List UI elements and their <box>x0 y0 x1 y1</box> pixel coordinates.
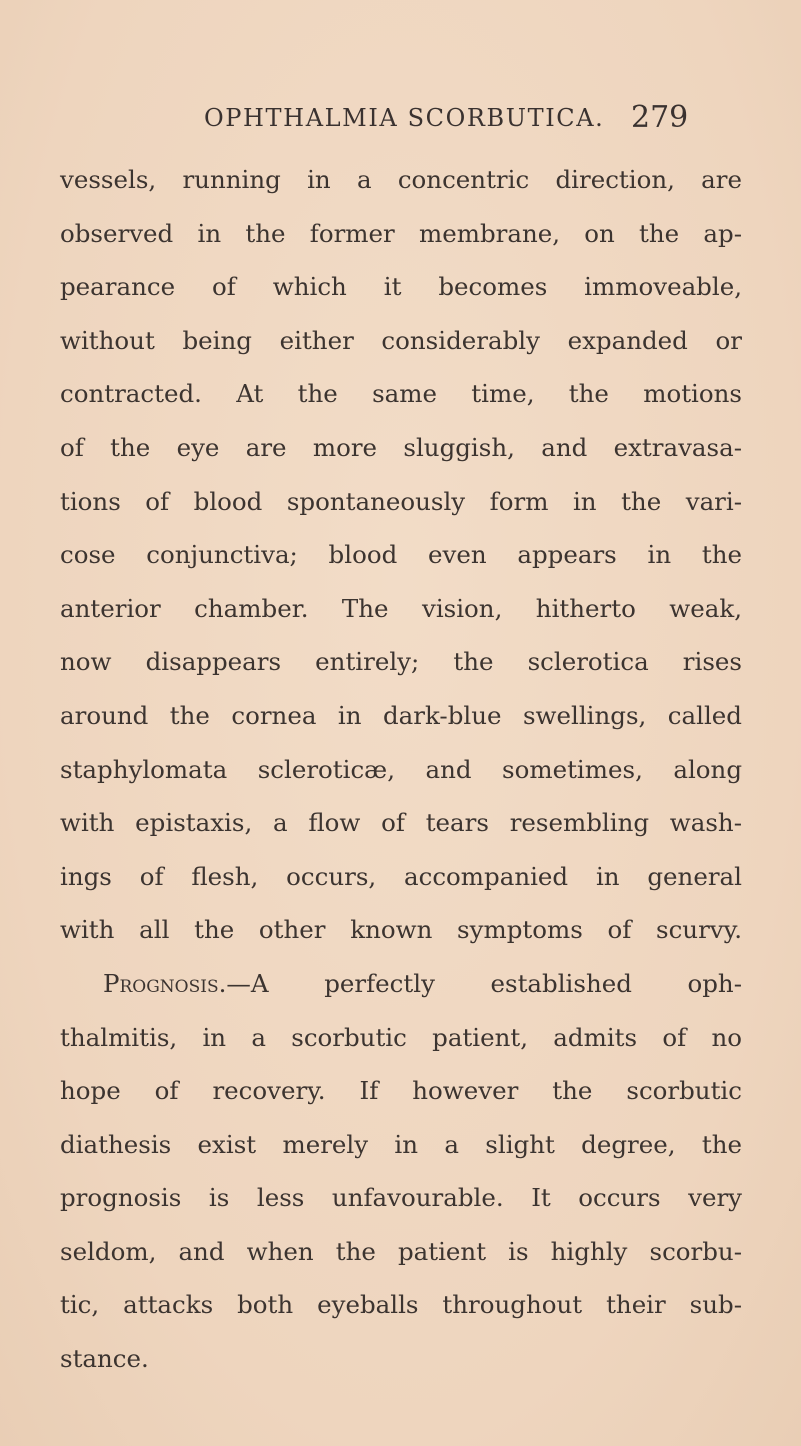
running-title: OPHTHALMIA SCORBUTICA. <box>204 104 605 132</box>
text-line: cose conjunctiva; blood even appears in the <box>60 540 742 570</box>
text-line: stance. <box>60 1344 149 1374</box>
text-line: —A perfectly established oph- <box>226 968 742 998</box>
text-line: contracted. At the same time, the motions <box>60 379 742 409</box>
text-line: anterior chamber. The vision, hitherto weak, <box>60 593 742 623</box>
text-line: ings of flesh, occurs, accompanied in general <box>60 861 742 891</box>
text-line: hope of recovery. If however the scorbutic <box>60 1076 742 1106</box>
text-line: tions of blood spontaneously form in the vari- <box>60 486 742 516</box>
text-line: of the eye are more sluggish, and extravasa- <box>60 432 742 462</box>
text-line: pearance of which it becomes immoveable, <box>60 272 742 302</box>
text-line: with epistaxis, a flow of tears resembling wash- <box>60 808 742 838</box>
text-line: seldom, and when the patient is highly scorbu- <box>60 1236 742 1266</box>
text-line: without being either considerably expanded or <box>60 325 742 355</box>
text-line: thalmitis, in a scorbutic patient, admits of no <box>60 1022 742 1052</box>
page-number: 279 <box>631 100 689 135</box>
text-line: with all the other known symptoms of scurvy. <box>60 915 742 945</box>
text-line: observed in the former membrane, on the ap- <box>60 218 742 248</box>
text-line: tic, attacks both eyeballs throughout their sub- <box>60 1290 742 1320</box>
text-line: diathesis exist merely in a slight degree, the <box>60 1129 742 1159</box>
body-text <box>60 153 742 1386</box>
text-line: vessels, running in a concentric direction, are <box>60 165 742 194</box>
prognosis-paragraph-first-line <box>60 957 742 1011</box>
text-line: staphylomata scleroticæ, and sometimes, along <box>60 754 742 784</box>
running-head <box>0 100 801 144</box>
text-line: prognosis is less unfavourable. It occurs very <box>60 1183 742 1213</box>
text-line: around the cornea in dark-blue swellings, called <box>60 700 742 730</box>
text-line: now disappears entirely; the sclerotica rises <box>60 647 742 677</box>
prognosis-heading: Prognosis. <box>103 968 227 998</box>
